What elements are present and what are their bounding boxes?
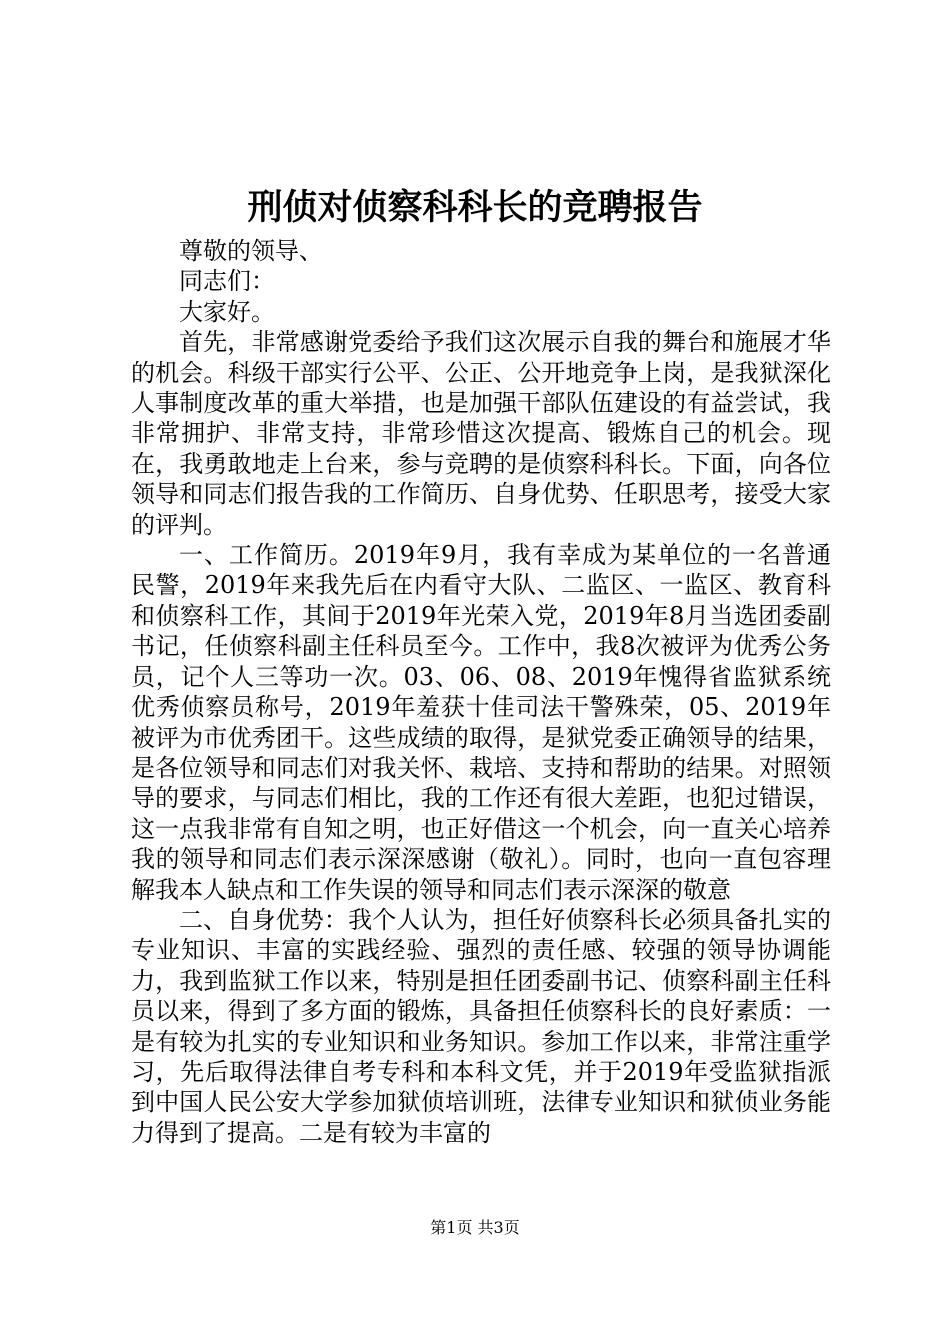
- paragraph-strengths: 二、自身优势：我个人认为，担任好侦察科长必须具备扎实的专业知识、丰富的实践经验、强烈的责任感、较强的领导协调能力，我到监狱工作以来，特别是担任团委副书记、侦察科副主任科员以来，得到了多方面的锻炼，具备担任侦察科长的良好素质：一是有较为扎实的专业知识和业务知识。参加工作以来，非常注重学习，先后取得法律自考专科和本科文凭，并于2019年受监狱指派到中国人民公安大学参加狱侦培训班，法律专业知识和狱侦业务能力得到了提高。二是有较为丰富的: [131, 905, 831, 1147]
- document-title: 刑侦对侦察科科长的竞聘报告: [247, 187, 703, 228]
- salutation-line-1: 尊敬的领导、: [179, 237, 323, 265]
- salutation-line-2: 同志们：: [179, 267, 275, 296]
- paragraph-work-history: 一、工作简历。2019年9月，我有幸成为某单位的一名普通民警，2019年来我先后在内看守大队、二监区、一监区、教育科和侦察科工作，其间于2019年光荣入党，2019年8月当选团委副书记，任侦察科副主任科员至今。工作中，我8次被评为优秀公务员，记个人三等功一次。03、06、08、2019年愧得省监狱系统优秀侦察员称号，2019年羞获十佳司法干警殊荣，05、2019年被评为市优秀团干。这些成绩的取得，是狱党委正确领导的结果，是各位领导和同志们对我关怀、栽培、支持和帮助的结果。对照领导的要求，与同志们相比，我的工作还有很大差距，也犯过错误，这一点我非常有自知之明，也正好借这一个机会，向一直关心培养我的领导和同志们表示深深感谢（敬礼）。同时，也向一直包容理解我本人缺点和工作失误的领导和同志们表示深深的敬意: [131, 541, 831, 904]
- document-body: [131, 236, 831, 1148]
- greeting-line: 大家好。: [179, 297, 275, 326]
- page-footer: 第1页 共3页: [430, 1218, 520, 1237]
- paragraph-intro: 首先，非常感谢党委给予我们这次展示自我的舞台和施展才华的机会。科级干部实行公平、公正、公开地竞争上岗，是我狱深化人事制度改革的重大举措，也是加强干部队伍建设的有益尝试，我非常拥护、非常支持，非常珍惜这次提高、锻炼自己的机会。现在，我勇敢地走上台来，参与竞聘的是侦察科科长。下面，向各位领导和同志们报告我的工作简历、自身优势、任职思考，接受大家的评判。: [131, 328, 831, 539]
